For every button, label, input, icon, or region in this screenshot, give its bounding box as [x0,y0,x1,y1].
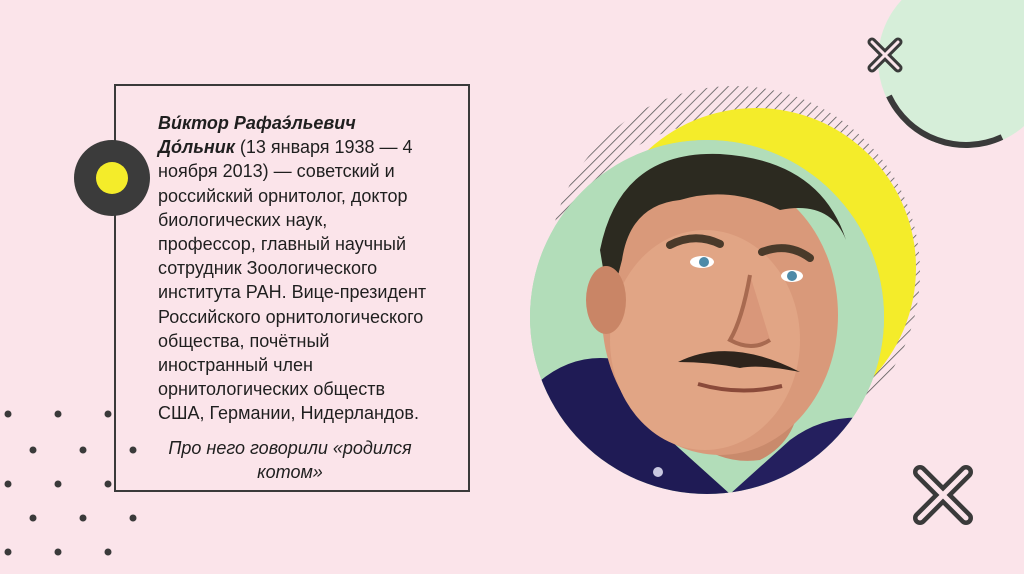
close-x-large-icon [910,462,976,528]
quote-text: Про него говорили «родился котом» [168,438,412,482]
portrait-illustration [530,140,884,494]
biography-body: (13 января 1938 — 4 ноября 2013) — советский и российский орнитолог, доктор биологических наук, профессор, главный научный сотрудник Зоологического института РАН. Вице-президент Российского орнитологического общества, почётный иностранный член орнитологических обществ США, Германии, Нидерландов. [158,137,427,424]
person-name-line1: Ви́ктор Рафаэ́льевич [158,113,356,133]
dot-ring-icon [74,140,150,216]
close-x-icon [866,36,904,74]
yellow-dot [96,162,128,194]
portrait-image [530,140,884,494]
person-name-line2: До́льник [158,137,235,158]
biography-text [158,111,428,426]
